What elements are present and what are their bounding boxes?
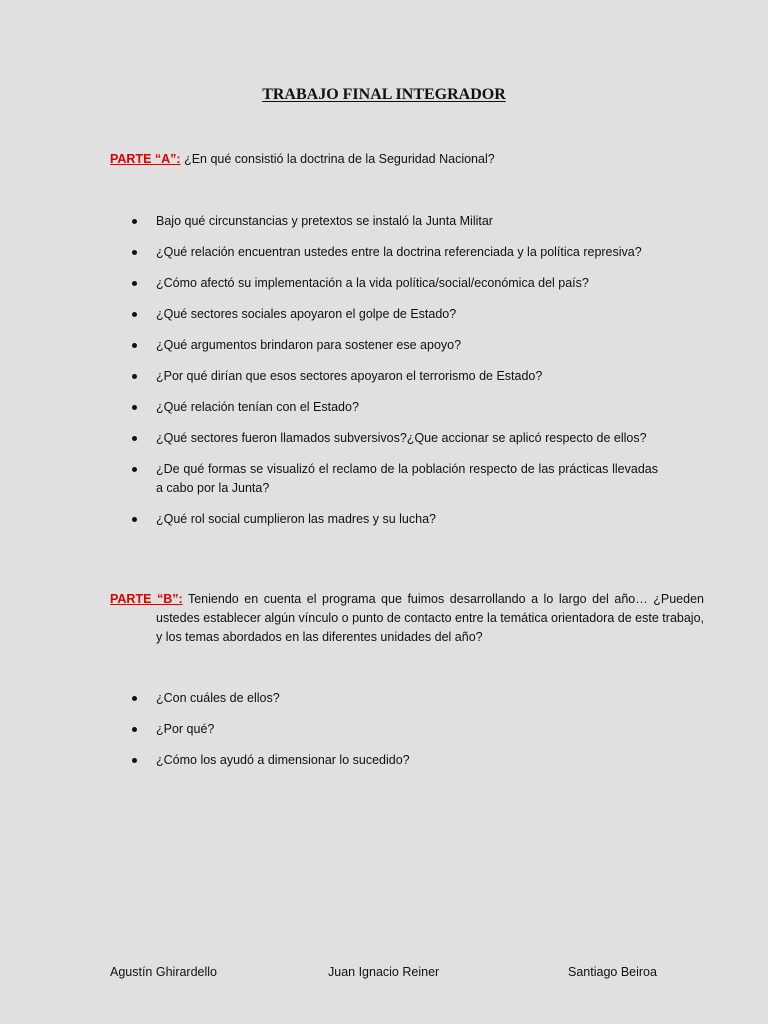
bullet-icon <box>132 696 137 701</box>
list-item <box>130 510 658 529</box>
list-item-text: ¿Qué sectores fueron llamados subversivos?¿Que accionar se aplicó respecto de ellos? <box>156 431 647 445</box>
bullet-icon <box>132 517 137 522</box>
list-item-text: ¿Cómo los ayudó a dimensionar lo sucedido? <box>156 753 410 767</box>
bullet-icon <box>132 343 137 348</box>
document-title: TRABAJO FINAL INTEGRADOR <box>262 86 506 103</box>
bullet-icon <box>132 727 137 732</box>
bullet-icon <box>132 436 137 441</box>
part-a-question: ¿En qué consistió la doctrina de la Seguridad Nacional? <box>180 152 495 166</box>
list-item <box>130 336 658 355</box>
list-item-text: ¿Qué sectores sociales apoyaron el golpe de Estado? <box>156 307 457 321</box>
list-item <box>130 429 658 448</box>
part-b-heading <box>110 590 704 647</box>
list-item <box>130 367 658 386</box>
list-item-text: ¿Qué relación encuentran ustedes entre la doctrina referenciada y la política represiva? <box>156 245 642 259</box>
bullet-icon <box>132 758 137 763</box>
list-item <box>130 689 658 708</box>
part-b-question: Teniendo en cuenta el programa que fuimos desarrollando a lo largo del año… ¿Pueden ustedes establecer algún vínculo o punto de contacto entre la temática orientadora de este trabajo, y los temas abordados en las diferentes unidades del año? <box>156 592 704 644</box>
part-a-bullet-list <box>130 212 658 541</box>
list-item <box>130 305 658 324</box>
list-item <box>130 243 658 262</box>
bullet-icon <box>132 467 137 472</box>
part-a-heading <box>110 150 658 169</box>
part-a-label: PARTE “A”: <box>110 152 181 166</box>
bullet-icon <box>132 250 137 255</box>
bullet-icon <box>132 312 137 317</box>
list-item-text: ¿Con cuáles de ellos? <box>156 691 280 705</box>
list-item <box>130 751 658 770</box>
bullet-icon <box>132 219 137 224</box>
list-item-text: ¿Qué relación tenían con el Estado? <box>156 400 359 414</box>
list-item-text: ¿Por qué? <box>156 722 215 736</box>
bullet-icon <box>132 281 137 286</box>
list-item-text: ¿Cómo afectó su implementación a la vida política/social/económica del país? <box>156 276 589 290</box>
list-item <box>130 274 658 293</box>
footer-author-1: Agustín Ghirardello <box>110 965 218 979</box>
bullet-icon <box>132 405 137 410</box>
part-b-bullet-list <box>130 689 658 782</box>
list-item-text: Bajo qué circunstancias y pretextos se instaló la Junta Militar <box>156 214 493 228</box>
list-item <box>130 212 658 231</box>
list-item <box>130 720 658 739</box>
list-item <box>130 460 658 498</box>
list-item-text: ¿Qué rol social cumplieron las madres y su lucha? <box>156 512 436 526</box>
list-item-text: ¿Por qué dirían que esos sectores apoyaron el terrorismo de Estado? <box>156 369 543 383</box>
list-item-text: ¿Qué argumentos brindaron para sostener ese apoyo? <box>156 338 462 352</box>
footer-author-3: Santiago Beiroa <box>568 965 657 979</box>
bullet-icon <box>132 374 137 379</box>
list-item <box>130 398 658 417</box>
footer-author-2: Juan Ignacio Reiner <box>328 965 440 979</box>
list-item-text: ¿De qué formas se visualizó el reclamo de la población respecto de las prácticas llevadas a cabo por la Junta? <box>156 462 658 495</box>
part-b-label: PARTE “B”: <box>110 592 183 606</box>
